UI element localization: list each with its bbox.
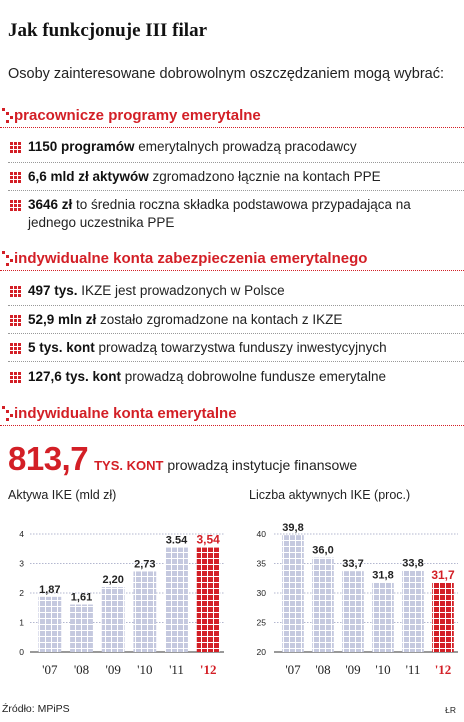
y-tick-label: 35 <box>256 558 266 569</box>
section-header-ikze <box>0 247 464 271</box>
y-tick-label: 2 <box>19 588 24 598</box>
section-divider <box>0 270 464 271</box>
item-divider <box>8 190 464 191</box>
item-text <box>28 168 460 186</box>
bar-value-label: 36,0 <box>312 544 334 557</box>
x-tick-label: '09 <box>345 662 361 677</box>
bar-value-label: 3,54 <box>196 532 220 547</box>
item-text <box>28 339 460 357</box>
x-tick-label: '08 <box>315 662 331 677</box>
item-text <box>28 311 460 329</box>
y-tick-label: 40 <box>256 529 266 539</box>
bullet-icon <box>10 286 21 297</box>
item-divider <box>8 333 464 334</box>
chart-title-assets: Aktywa IKE (mld zł) <box>8 488 117 502</box>
bar-value-label: 33,8 <box>402 557 424 570</box>
bar <box>197 548 220 652</box>
bar <box>102 587 125 652</box>
item-rest: prowadzą towarzystwa funduszy inwestycyjnych <box>94 340 387 355</box>
bar-value-label: 1,87 <box>39 583 61 596</box>
ike-summary <box>8 440 357 480</box>
bullet-icon <box>10 372 21 383</box>
item-divider <box>8 305 464 306</box>
item-rest: emerytalnych prowadzą pracodawcy <box>134 139 357 154</box>
ike-count: 813,7 <box>8 440 89 477</box>
x-tick-label: '09 <box>105 662 121 677</box>
x-tick-label: '12 <box>434 662 452 677</box>
y-tick-label: 25 <box>256 617 266 628</box>
active-ike-bar-chart <box>238 512 464 692</box>
bullet-icon <box>10 315 21 326</box>
section-header-ppe <box>0 104 464 128</box>
bar <box>372 582 394 652</box>
bar <box>432 583 454 652</box>
item-rest: zostało zgromadzone na kontach z IKZE <box>96 312 343 327</box>
source-note: Źródło: MPiPS <box>2 703 70 715</box>
bar-value-label: 1,61 <box>70 591 93 604</box>
intro-text: Osoby zainteresowane dobrowolnym oszczędzaniem mogą wybrać: <box>8 66 445 82</box>
section-divider <box>0 127 464 128</box>
bullet-icon <box>10 343 21 354</box>
x-tick-label: '10 <box>375 662 391 677</box>
bar-value-label: 33,7 <box>342 558 364 571</box>
bar <box>70 605 93 652</box>
item-highlight: 6,6 mld zł aktywów <box>28 169 149 184</box>
item-highlight: 52,9 mln zł <box>28 312 97 327</box>
bar-value-label: 2,73 <box>134 558 156 571</box>
section-marker-icon <box>2 108 14 124</box>
item-text <box>28 368 460 386</box>
x-tick-label: '11 <box>405 662 421 677</box>
item-highlight: 1150 programów <box>28 139 135 154</box>
item-rest: prowadzą dobrowolne fundusze emerytalne <box>121 369 386 384</box>
assets-bar-chart <box>0 512 232 692</box>
item-text <box>28 196 433 232</box>
bar <box>312 558 334 652</box>
bar-value-label: 2,20 <box>102 574 124 587</box>
author-initials: ŁR <box>445 705 456 715</box>
bar <box>282 535 304 652</box>
section-header-ike <box>0 402 464 426</box>
section-divider <box>0 425 464 426</box>
bullet-icon <box>10 200 21 211</box>
y-tick-label: 3 <box>19 558 24 569</box>
section-heading: indywidualne konta zabezpieczenia emerytalnego <box>14 250 368 267</box>
chart-title-active: Liczba aktywnych IKE (proc.) <box>249 488 411 502</box>
bullet-icon <box>10 142 21 153</box>
y-tick-label: 4 <box>19 529 24 539</box>
y-tick-label: 1 <box>19 617 24 628</box>
x-tick-label: '12 <box>199 662 217 677</box>
x-tick-label: '07 <box>42 662 58 677</box>
y-tick-label: 30 <box>256 588 266 598</box>
bar-value-label: 39,8 <box>282 522 304 535</box>
section-heading: indywidualne konta emerytalne <box>14 405 237 422</box>
y-tick-label: 20 <box>256 647 266 657</box>
item-divider <box>8 361 464 362</box>
item-rest: to średnia roczna składka podstawowa przypadająca na jednego uczestnika PPE <box>28 197 411 230</box>
bullet-icon <box>10 172 21 183</box>
item-divider <box>8 162 464 163</box>
bar-value-label: 31,8 <box>372 569 394 582</box>
ike-unit: TYS. KONT <box>94 458 164 473</box>
bar <box>38 597 61 652</box>
bar-value-label: 3.54 <box>165 534 188 547</box>
item-highlight: 5 tys. kont <box>28 340 95 355</box>
x-tick-label: '11 <box>169 662 184 677</box>
item-rest: IKZE jest prowadzonych w Polsce <box>77 283 285 298</box>
bar <box>165 548 188 652</box>
item-highlight: 127,6 tys. kont <box>28 369 122 384</box>
section-heading: pracownicze programy emerytalne <box>14 107 261 124</box>
x-tick-label: '07 <box>285 662 301 677</box>
bar <box>402 571 424 652</box>
section-marker-icon <box>2 251 14 267</box>
item-text <box>28 282 460 300</box>
page-title: Jak funkcjonuje III filar <box>8 20 207 41</box>
bar-value-label: 31,7 <box>431 567 455 582</box>
bar <box>133 571 156 652</box>
section-marker-icon <box>2 406 14 422</box>
bar <box>342 571 364 652</box>
x-tick-label: '10 <box>137 662 153 677</box>
x-tick-label: '08 <box>73 662 90 677</box>
item-text <box>28 138 460 156</box>
ike-text: prowadzą instytucje finansowe <box>163 457 358 473</box>
y-tick-label: 0 <box>19 647 24 657</box>
item-rest: zgromadzono łącznie na kontach PPE <box>148 169 381 184</box>
item-highlight: 497 tys. <box>28 283 78 298</box>
item-highlight: 3646 zł <box>28 197 73 212</box>
